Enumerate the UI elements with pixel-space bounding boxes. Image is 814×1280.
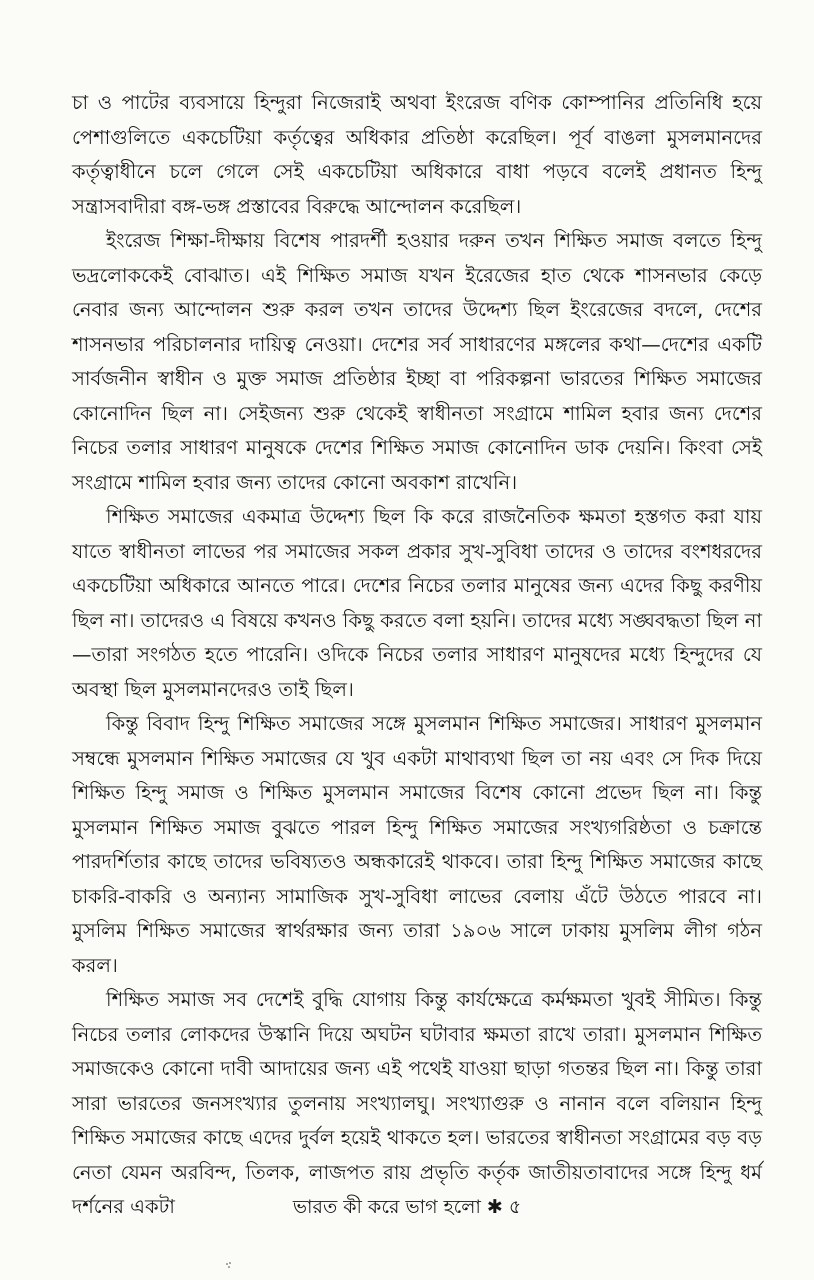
paragraph: শিক্ষিত সমাজের একমাত্র উদ্দেশ্য ছিল কি করে রাজনৈতিক ক্ষমতা হস্তগত করা যায় যাতে স্বাধীনতা লাভের পর সমাজের সকল প্রকার সুখ-সুবিধা তাদের ও তাদের বংশধরদের একচেটিয়া অধিকারে আনতে পারে। দেশের নিচের তলার মানুষের জন্য এদের কিছু করণীয় ছিল না। তাদেরও এ বিষয়ে কখনও কিছু করতে বলা হয়নি। তাদের মধ্যে সঙ্ঘবদ্ধতা ছিল না—তারা সংগঠত হতে পারেনি। ওদিকে নিচের তলার সাধারণ মানুষদের মধ্যে হিন্দুদের যে অবস্থা ছিল মুসলমানদেরও তাই ছিল। — [72, 505, 762, 701]
body-text — [72, 86, 762, 1225]
page-number: ৫ — [508, 1196, 522, 1218]
paragraph-continuation: চা ও পাটের ব্যবসায়ে হিন্দুরা নিজেরাই অথবা ইংরেজ বণিক কোম্পানির প্রতিনিধি হয়ে পেশাগুলিতে একচেটিয়া কর্তৃত্বের অধিকার প্রতিষ্ঠা করেছিল। পূর্ব বাঙলা মুসলমানদের কর্তৃত্বাধীনে চলে গেলে সেই একচেটিয়া অধিকারে বাধা পড়বে বলেই প্রধানত হিন্দু সন্ত্রাসবাদীরা বঙ্গ-ভঙ্গ প্রস্তাবের বিরুদ্ধে আন্দোলন করেছিল। — [72, 91, 762, 218]
paragraph: ইংরেজ শিক্ষা-দীক্ষায় বিশেষ পারদর্শী হওয়ার দরুন তখন শিক্ষিত সমাজ বলতে হিন্দু ভদ্রলোককেই বোঝাত। এই শিক্ষিত সমাজ যখন ইরেজের হাত থেকে শাসনভার কেড়ে নেবার জন্য আন্দোলন শুরু করল তখন তাদের উদ্দেশ্য ছিল ইংরেজের বদলে, দেশের শাসনভার পরিচালনার দায়িত্ব নেওয়া। দেশের সর্ব সাধারণের মঙ্গলের কথা—দেশের একটি সার্বজনীন স্বাধীন ও মুক্ত সমাজ প্রতিষ্ঠার ইচ্ছা বা পরিকল্পনা ভারতের শিক্ষিত সমাজের কোনোদিন ছিল না। সেইজন্য শুরু থেকেই স্বাধীনতা সংগ্রামে শামিল হবার জন্য দেশের নিচের তলার সাধারণ মানুষকে দেশের শিক্ষিত সমাজ কোনোদিন ডাক দেয়নি। কিংবা সেই সংগ্রামে শামিল হবার জন্য তাদের কোনো অবকাশ রাখেনি। — [72, 229, 762, 494]
paragraph: শিক্ষিত সমাজ সব দেশেই বুদ্ধি যোগায় কিন্তু কার্যক্ষেত্রে কর্মক্ষমতা খুবই সীমিত। কিন্তু নিচের তলার লোকদের উস্কানি দিয়ে অঘটন ঘটাবার ক্ষমতা রাখে তারা। মুসলমান শিক্ষিত সমাজকেও কোনো দাবী আদায়ের জন্য এই পথেই যাওয়া ছাড়া গতন্তর ছিল না। কিন্তু তারা সারা ভারতের জনসংখ্যার তুলনায় সংখ্যালঘু। সংখ্যাগুরু ও নানান বলে বলিয়ান হিন্দু শিক্ষিত সমাজের কাছে এদের দুর্বল হয়েই থাকতে হল। ভারতের স্বাধীনতা সংগ্রামের বড় বড় নেতা যেমন অরবিন্দ, তিলক, লাজপত রায় প্রভৃতি কর্তৃক জাতীয়তাবাদের সঙ্গে হিন্দু ধর্ম দর্শনের একটা — [72, 988, 762, 1218]
paper-speck — [226, 1262, 232, 1268]
paragraph: কিন্তু বিবাদ হিন্দু শিক্ষিত সমাজের সঙ্গে মুসলমান শিক্ষিত সমাজের। সাধারণ মুসলমান সম্বন্ধে মুসলমান শিক্ষিত সমাজের যে খুব একটা মাথাব্যথা ছিল তা নয় এবং সে দিক দিয়ে শিক্ষিত হিন্দু সমাজ ও শিক্ষিত মুসলমান সমাজের বিশেষ কোনো প্রভেদ ছিল না। কিন্তু মুসলমান শিক্ষিত সমাজ বুঝতে পারল হিন্দু শিক্ষিত সমাজের সংখ্যগরিষ্ঠতা ও চক্রান্তে পারদর্শিতার কাছে তাদের ভবিষ্যতও অন্ধকারেই থাকবে। তারা হিন্দু শিক্ষিত সমাজের কাছে চাকরি-বাকরি ও অন্যান্য সামাজিক সুখ-সুবিধা লাভের বেলায় এঁটে উঠতে পারবে না। মুসলিম শিক্ষিত সমাজের স্বার্থরক্ষার জন্য তারা ১৯০৬ সালে ঢাকায় মুসলিম লীগ গঠন করল। — [72, 712, 762, 977]
separator-asterisk: ✱ — [486, 1196, 503, 1218]
page-footer — [0, 1194, 814, 1220]
running-title: ভারত কী করে ভাগ হলো — [292, 1196, 481, 1218]
